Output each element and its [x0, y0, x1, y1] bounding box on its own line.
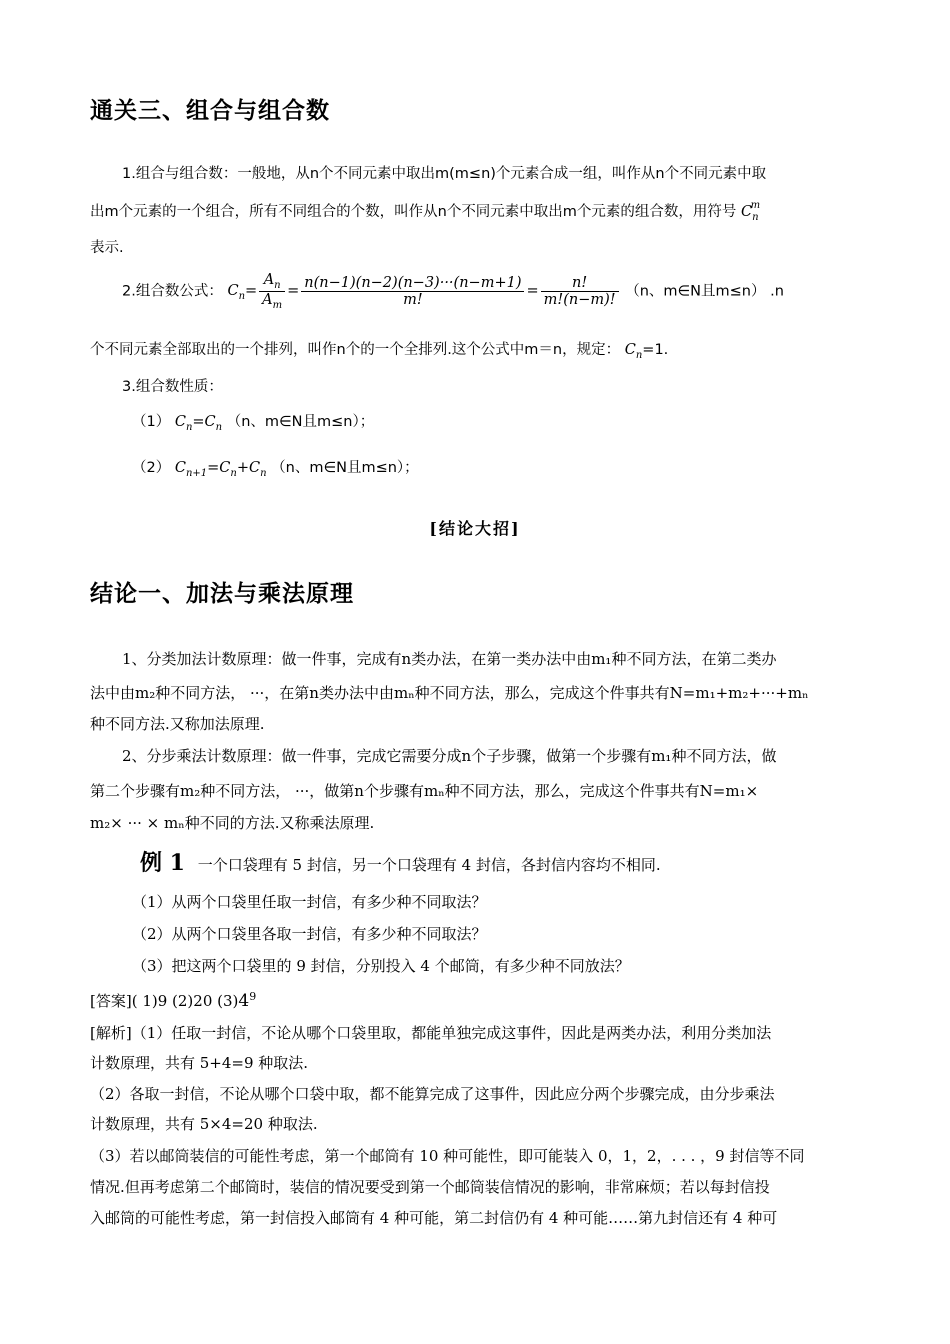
- analysis-line-3: （2）各取一封信，不论从哪个口袋中取，都不能算完成了这事件，因此应分两个步骤完成，由分步乘法: [90, 1085, 775, 1103]
- property-1: [132, 410, 374, 433]
- conclusion-1-title: 结论一、加法与乘法原理: [90, 581, 354, 607]
- answer-power-base: 4: [238, 991, 250, 1011]
- formula-line: [122, 272, 784, 311]
- question-2: （2）从两个口袋里各取一封信，有多少种不同取法？: [132, 925, 487, 943]
- example-1-stem: [140, 846, 661, 877]
- property-heading: 3.组合数性质：: [122, 379, 223, 395]
- answer-line: [90, 990, 256, 1011]
- para-1-line-3: 表示.: [90, 240, 124, 256]
- example-label: 例 1: [140, 850, 185, 876]
- formula-expression: $C_n=$ $\frac{A_n}{A_m}$ = $\frac{n(n-1)(n-2)(n-3)\cdot\cdot\cdot(n-m+1)}{m!}$ = $\frac{n!}{m!(n-m)!}$: [227, 283, 620, 299]
- addition-line-1: 1、分类加法计数原理：做一件事，完成有n类办法，在第一类办法中由m₁种不同方法，在第二类办: [122, 650, 777, 668]
- addition-line-3: 种不同方法.又称加法原理.: [90, 715, 265, 733]
- example-stem-text: 一个口袋理有 5 封信，另一个口袋理有 4 封信，各封信内容均不相同.: [197, 856, 661, 874]
- property-2-condition: （n、m∈N且m≤n）；: [271, 460, 419, 476]
- multiplication-line-1: 2、分步乘法计数原理：做一件事，完成它需要分成n个子步骤，做第一个步骤有m₁种不同方法，做: [122, 747, 777, 765]
- answer-text: [答案]( 1)9 (2)20 (3): [90, 992, 239, 1010]
- para-1-line-1: 1.组合与组合数：一般地，从n个不同元素中取出m(m≤n)个元素合成一组，叫作从n个不同元素中取: [122, 166, 767, 182]
- c-n-0-symbol: $C_n$: [624, 342, 643, 361]
- analysis-line-4: 计数原理，共有 5×4=20 种取法.: [90, 1115, 318, 1133]
- formula-label: 2.组合数公式：: [122, 283, 223, 300]
- property-1-condition: （n、m∈N且m≤n）；: [226, 414, 375, 430]
- analysis-line-6: 情况.但再考虑第二个邮筒时，装信的情况要受到第一个邮筒装信情况的影响，非常麻烦；若以每封信投: [90, 1178, 770, 1196]
- property-2-label: （2）: [132, 460, 171, 476]
- analysis-line-2: 计数原理，共有 5+4=9 种取法.: [90, 1054, 309, 1072]
- formula-line-2-text: 个不同元素全部取出的一个排列，叫作n个的一个全排列.这个公式中m＝n，规定：: [90, 342, 621, 358]
- property-2: [132, 456, 419, 479]
- multiplication-line-3: m₂× ··· × mₙ种不同的方法.又称乘法原理.: [90, 814, 375, 832]
- formula-condition: （n、m∈N且m≤n） .n: [625, 283, 784, 300]
- analysis-line-7: 入邮筒的可能性考虑，第一封信投入邮筒有 4 种可能，第二封信仍有 4 种可能……第九封信还有 4 种可: [90, 1209, 778, 1227]
- multiplication-line-2: 第二个步骤有m₂种不同方法， ···，做第n个步骤有mₙ种不同方法，那么，完成这个件事共有N=m₁×: [90, 782, 759, 800]
- property-1-label: （1）: [132, 414, 171, 430]
- analysis-line-5: （3）若以邮筒装信的可能性考虑，第一个邮筒有 10 种可能性，即可能装入 0，1，2，. . . ，9 封信等不同: [90, 1147, 805, 1165]
- question-1: （1）从两个口袋里任取一封信，有多少种不同取法？: [132, 893, 487, 911]
- answer-power-exponent: 9: [249, 990, 257, 1003]
- question-3: （3）把这两个口袋里的 9 封信，分别投入 4 个邮筒，有多少种不同放法？: [132, 957, 630, 975]
- analysis-line-1: [解析]（1）任取一封信，不论从哪个口袋里取，都能单独完成这事件，因此是两类办法，利用分类加法: [90, 1024, 772, 1042]
- addition-line-2: 法中由m₂种不同方法， ···，在第n类办法中由mₙ种不同方法，那么，完成这个件事共有N=m₁+m₂+···+mₙ: [90, 684, 809, 702]
- formula-line-2-end: =1.: [642, 342, 669, 358]
- combination-symbol: $C_n^m$: [741, 200, 761, 223]
- para-1-line-2: [90, 200, 768, 223]
- property-2-formula: $C_{n+1}=C_n+C_n$: [174, 460, 267, 479]
- formula-line-2: [90, 338, 668, 361]
- property-1-formula: $C_n=C_n$: [174, 414, 223, 433]
- para-1-line-2-text: 出m个元素的一个组合，所有不同组合的个数，叫作从n个不同元素中取出m个元素的组合数，用符号: [90, 204, 737, 220]
- section-title-combination: 通关三、组合与组合数: [90, 98, 330, 124]
- conclusion-banner: [结论大招]: [429, 519, 521, 538]
